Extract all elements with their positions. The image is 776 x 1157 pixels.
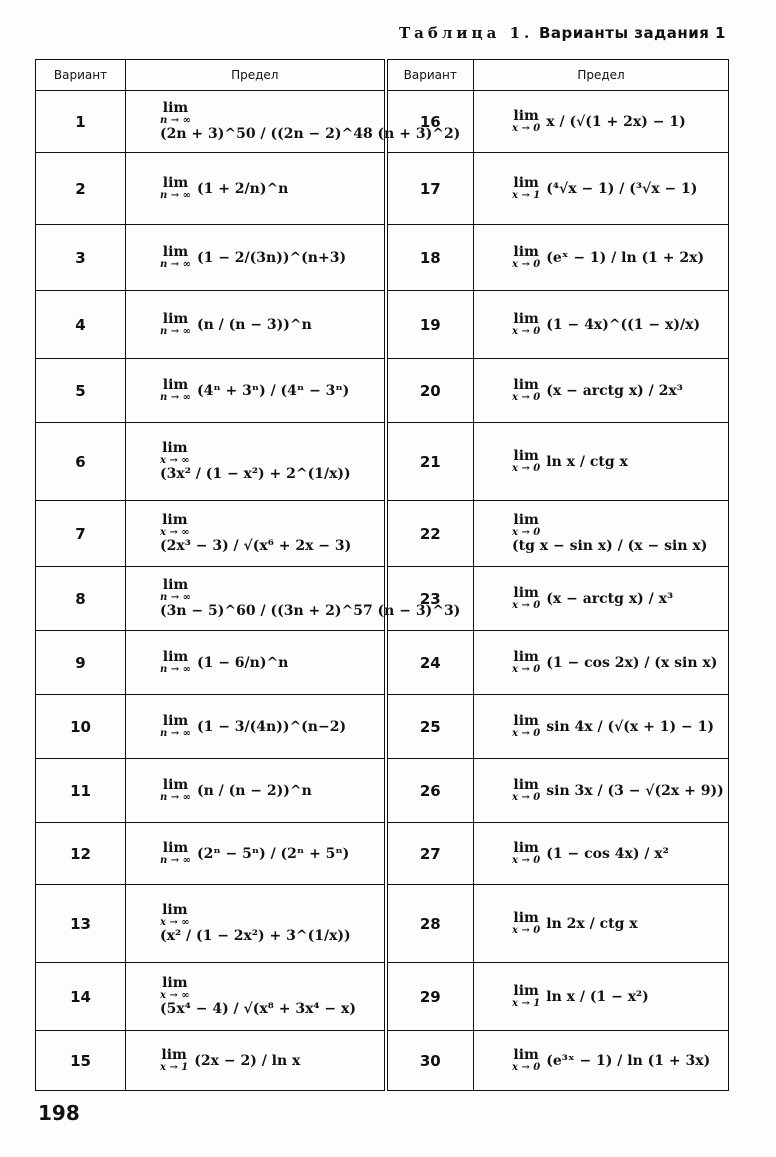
variant-number-right: 24 — [386, 631, 474, 695]
limit-subscript: x → 0 — [512, 325, 541, 337]
lim-word: lim — [162, 776, 189, 793]
lim-word: lim — [513, 511, 539, 528]
limit-expression-right — [474, 963, 729, 1031]
variant-number-left: 5 — [36, 359, 126, 423]
table-row — [36, 423, 729, 501]
limit-operator — [160, 903, 190, 928]
limit-function: (n / (n − 3))^n — [196, 316, 312, 333]
limit-operator — [160, 976, 190, 1001]
limit-function: (4ⁿ + 3ⁿ) / (4ⁿ − 3ⁿ) — [196, 382, 350, 399]
table-row — [36, 91, 729, 153]
limit-expression-left — [126, 823, 386, 885]
limit-function: x / (√(1 + 2x) − 1) — [546, 113, 686, 130]
limit-operator — [160, 714, 191, 739]
limit-expression-left — [126, 225, 386, 291]
variant-number-right: 22 — [386, 501, 474, 567]
limit-expression-right — [474, 823, 729, 885]
variant-number-right: 20 — [386, 359, 474, 423]
limit-subscript: x → ∞ — [160, 916, 190, 928]
lim-word: lim — [513, 712, 539, 729]
limit-operator — [160, 441, 190, 466]
limit-operator — [160, 312, 191, 337]
limit-subscript: n → ∞ — [160, 325, 191, 337]
table-row — [36, 567, 729, 631]
variant-number-left: 12 — [36, 823, 126, 885]
limit-function: (5x⁴ − 4) / √(x⁸ + 3x⁴ − x) — [160, 1001, 356, 1018]
limit-function: (1 − cos 4x) / x² — [546, 845, 669, 862]
limit-expression-right — [474, 423, 729, 501]
limit-subscript: n → ∞ — [160, 591, 191, 603]
table-row — [36, 225, 729, 291]
lim-word: lim — [162, 974, 188, 991]
limit-expression-right — [474, 567, 729, 631]
limit-subscript: x → 1 — [512, 189, 541, 201]
limit-operator — [512, 449, 540, 474]
header-limit-left: Предел — [126, 60, 386, 91]
limit-subscript: x → 0 — [512, 462, 541, 474]
variant-number-left: 15 — [36, 1031, 126, 1091]
limit-expression-right — [474, 1031, 729, 1091]
limit-operator — [512, 586, 540, 611]
limit-operator — [512, 513, 540, 538]
page-number: 198 — [38, 1101, 80, 1125]
limit-operator — [160, 578, 191, 603]
variant-number-left: 9 — [36, 631, 126, 695]
lim-word: lim — [162, 174, 189, 191]
limit-operator — [160, 1048, 188, 1073]
limit-operator — [512, 245, 540, 270]
lim-word: lim — [513, 243, 539, 260]
variant-number-right: 27 — [386, 823, 474, 885]
limit-expression-right — [474, 91, 729, 153]
limit-subscript: x → 0 — [512, 663, 541, 675]
lim-word: lim — [162, 576, 189, 593]
table-row — [36, 1031, 729, 1091]
variant-number-right: 26 — [386, 759, 474, 823]
limit-subscript: x → 0 — [512, 258, 541, 270]
limit-operator — [512, 1048, 540, 1073]
limit-expression-right — [474, 695, 729, 759]
limit-expression-right — [474, 631, 729, 695]
lim-word: lim — [513, 376, 539, 393]
limit-expression-left — [126, 1031, 386, 1091]
limit-subscript: n → ∞ — [160, 791, 191, 803]
limit-function: (1 − 2/(3n))^(n+3) — [196, 249, 347, 266]
variant-number-right: 16 — [386, 91, 474, 153]
lim-word: lim — [162, 243, 189, 260]
variant-number-left: 1 — [36, 91, 126, 153]
table-row — [36, 291, 729, 359]
limit-function: ln x / (1 − x²) — [546, 988, 649, 1005]
table-row — [36, 695, 729, 759]
variant-number-right: 17 — [386, 153, 474, 225]
lim-word: lim — [162, 839, 189, 856]
limit-expression-right — [474, 359, 729, 423]
lim-word: lim — [162, 511, 188, 528]
limit-subscript: x → 0 — [512, 924, 541, 936]
variant-number-left: 8 — [36, 567, 126, 631]
table-row — [36, 501, 729, 567]
limit-operator — [512, 714, 540, 739]
variant-number-left: 2 — [36, 153, 126, 225]
limit-function: (e³ˣ − 1) / ln (1 + 3x) — [546, 1052, 711, 1069]
limit-operator — [512, 984, 540, 1009]
limit-function: (2x³ − 3) / √(x⁶ + 2x − 3) — [160, 538, 352, 555]
limit-subscript: n → ∞ — [160, 189, 191, 201]
limit-operator — [512, 911, 540, 936]
limit-subscript: x → 0 — [512, 526, 541, 538]
limit-function: (2ⁿ − 5ⁿ) / (2ⁿ + 5ⁿ) — [196, 845, 350, 862]
variants-table — [35, 59, 729, 1091]
limit-operator — [160, 378, 191, 403]
limit-subscript: x → 0 — [512, 727, 541, 739]
variant-number-left: 3 — [36, 225, 126, 291]
header-limit-right: Предел — [474, 60, 729, 91]
limit-function: (1 − 6/n)^n — [196, 654, 289, 671]
limit-subscript: n → ∞ — [160, 663, 191, 675]
limit-function: (1 + 2/n)^n — [196, 180, 289, 197]
caption-prefix: Таблица 1. — [398, 24, 534, 42]
limit-expression-right — [474, 885, 729, 963]
limit-operator — [160, 778, 191, 803]
header-variant-right: Вариант — [386, 60, 474, 91]
limit-function: sin 4x / (√(x + 1) − 1) — [546, 718, 714, 735]
limit-subscript: x → 0 — [512, 599, 541, 611]
lim-word: lim — [162, 901, 188, 918]
limit-subscript: n → ∞ — [160, 258, 191, 270]
limit-operator — [512, 176, 540, 201]
limit-function: (x² / (1 − 2x²) + 3^(1/x)) — [160, 928, 351, 945]
limit-subscript: x → 0 — [512, 791, 541, 803]
limit-function: (2x − 2) / ln x — [194, 1052, 301, 1069]
limit-function: ln x / ctg x — [546, 453, 628, 470]
variant-number-right: 21 — [386, 423, 474, 501]
limit-function: (1 − 4x)^((1 − x)/x) — [546, 316, 701, 333]
limit-subscript: n → ∞ — [160, 391, 191, 403]
limit-function: (x − arctg x) / 2x³ — [546, 382, 683, 399]
limit-expression-left — [126, 359, 386, 423]
limit-operator — [160, 176, 191, 201]
limit-function: (3n − 5)^60 / ((3n + 2)^57 (n − 3)^3) — [160, 603, 461, 620]
limit-function: (n / (n − 2))^n — [196, 782, 312, 799]
limit-operator — [160, 513, 190, 538]
lim-word: lim — [162, 648, 189, 665]
limit-function: (⁴√x − 1) / (³√x − 1) — [546, 180, 698, 197]
limit-expression-left — [126, 631, 386, 695]
limit-function: ln 2x / ctg x — [546, 915, 638, 932]
limit-expression-left — [126, 695, 386, 759]
table-caption — [399, 24, 726, 42]
lim-word: lim — [513, 107, 539, 124]
variant-number-left: 7 — [36, 501, 126, 567]
limit-subscript: x → ∞ — [160, 454, 190, 466]
limit-operator — [160, 650, 191, 675]
variant-number-right: 30 — [386, 1031, 474, 1091]
variant-number-left: 6 — [36, 423, 126, 501]
limit-function: (x − arctg x) / x³ — [546, 590, 674, 607]
limit-function: (2n + 3)^50 / ((2n − 2)^48 (n + 3)^2) — [160, 126, 461, 143]
limit-operator — [512, 778, 540, 803]
limit-subscript: n → ∞ — [160, 727, 191, 739]
limit-subscript: x → 0 — [512, 122, 541, 134]
variant-number-right: 23 — [386, 567, 474, 631]
limit-expression-right — [474, 501, 729, 567]
limit-expression-right — [474, 291, 729, 359]
limit-expression-left — [126, 291, 386, 359]
limit-subscript: x → 1 — [512, 997, 541, 1009]
lim-word: lim — [513, 839, 539, 856]
variant-number-right: 19 — [386, 291, 474, 359]
limit-subscript: x → 0 — [512, 1061, 541, 1073]
variant-number-right: 29 — [386, 963, 474, 1031]
limit-function: sin 3x / (3 − √(2x + 9)) — [546, 782, 724, 799]
limit-operator — [512, 650, 540, 675]
limit-operator — [160, 101, 191, 126]
table-row — [36, 963, 729, 1031]
limit-subscript: x → ∞ — [160, 989, 190, 1001]
limit-function: (eˣ − 1) / ln (1 + 2x) — [546, 249, 705, 266]
lim-word: lim — [162, 99, 189, 116]
variant-number-right: 18 — [386, 225, 474, 291]
limit-function: (3x² / (1 − x²) + 2^(1/x)) — [160, 466, 351, 483]
limit-operator — [512, 312, 540, 337]
lim-word: lim — [513, 310, 539, 327]
variant-number-left: 11 — [36, 759, 126, 823]
lim-word: lim — [513, 447, 539, 464]
limit-operator — [160, 245, 191, 270]
table-row — [36, 823, 729, 885]
limit-operator — [160, 841, 191, 866]
table-row — [36, 885, 729, 963]
table-row — [36, 631, 729, 695]
variant-number-right: 25 — [386, 695, 474, 759]
lim-word: lim — [513, 982, 539, 999]
limit-operator — [512, 841, 540, 866]
limit-expression-right — [474, 225, 729, 291]
variant-number-left: 10 — [36, 695, 126, 759]
limit-operator — [512, 378, 540, 403]
variant-number-right: 28 — [386, 885, 474, 963]
limit-subscript: x → 0 — [512, 854, 541, 866]
limit-function: (1 − 3/(4n))^(n−2) — [196, 718, 347, 735]
limit-expression-left — [126, 759, 386, 823]
lim-word: lim — [513, 909, 539, 926]
lim-word: lim — [513, 1046, 539, 1063]
lim-word: lim — [513, 648, 539, 665]
lim-word: lim — [162, 439, 188, 456]
caption-title: Варианты задания 1 — [538, 24, 726, 42]
limit-operator — [512, 109, 540, 134]
limit-subscript: x → 0 — [512, 391, 541, 403]
lim-word: lim — [162, 712, 189, 729]
lim-word: lim — [513, 584, 539, 601]
limit-expression-left — [126, 153, 386, 225]
limit-expression-right — [474, 153, 729, 225]
limit-subscript: x → ∞ — [160, 526, 190, 538]
limit-function: (tg x − sin x) / (x − sin x) — [512, 538, 708, 555]
table-row — [36, 759, 729, 823]
variant-number-left: 13 — [36, 885, 126, 963]
limit-subscript: n → ∞ — [160, 114, 191, 126]
header-row — [36, 60, 729, 91]
lim-word: lim — [162, 376, 189, 393]
limit-function: (1 − cos 2x) / (x sin x) — [546, 654, 718, 671]
limit-expression-left — [126, 963, 386, 1031]
limit-subscript: x → 1 — [160, 1061, 189, 1073]
limit-expression-left — [126, 885, 386, 963]
variant-number-left: 4 — [36, 291, 126, 359]
table-row — [36, 359, 729, 423]
variant-number-left: 14 — [36, 963, 126, 1031]
limit-subscript: n → ∞ — [160, 854, 191, 866]
lim-word: lim — [513, 174, 539, 191]
limit-expression-left — [126, 501, 386, 567]
lim-word: lim — [162, 310, 189, 327]
limit-expression-left — [126, 423, 386, 501]
header-variant-left: Вариант — [36, 60, 126, 91]
limit-expression-right — [474, 759, 729, 823]
lim-word: lim — [513, 776, 539, 793]
lim-word: lim — [161, 1046, 187, 1063]
table-row — [36, 153, 729, 225]
